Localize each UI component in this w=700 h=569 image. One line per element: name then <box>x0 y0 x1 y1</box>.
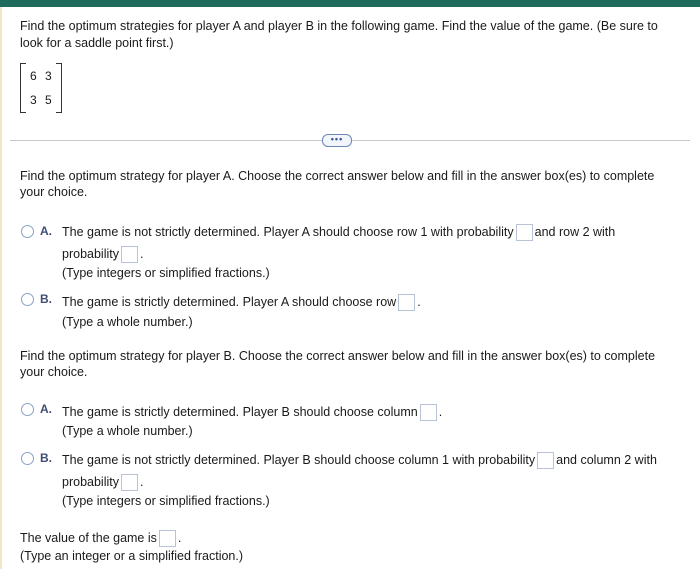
matrix-cell-r1c2: 3 <box>45 69 52 83</box>
partB-option-b-text2: and column 2 with <box>556 452 657 467</box>
partA-prompt-line1: Find the optimum strategy for player A. Choose the correct answer below and fill in the answer box(es) to complete <box>20 169 655 183</box>
partA-option-a-letter: A. <box>40 224 52 238</box>
value-text: The value of the game is <box>20 530 157 545</box>
partB-option-b-line1 <box>62 452 657 469</box>
value-line <box>20 530 181 547</box>
question-text-line1: Find the optimum strategies for player A and player B in the following game. Find the value of the game. (Be sure to <box>20 19 658 33</box>
expand-more-button[interactable]: ••• <box>322 134 352 147</box>
partA-option-b-letter: B. <box>40 292 52 306</box>
matrix-cell-r2c1: 3 <box>30 93 37 107</box>
payoff-matrix <box>20 63 62 113</box>
top-bar <box>0 0 700 7</box>
game-value-input[interactable] <box>159 530 176 547</box>
matrix-left-bracket <box>20 63 26 113</box>
period: . <box>177 530 182 545</box>
partB-option-b-hint: (Type integers or simplified fractions.) <box>62 494 270 508</box>
partB-option-a-radio[interactable] <box>21 403 34 416</box>
partB-prompt-line2: your choice. <box>20 365 88 379</box>
partB-prompt-line1: Find the optimum strategy for player B. Choose the correct answer below and fill in the answer box(es) to complete <box>20 349 656 363</box>
partB-option-b-line2 <box>62 474 143 491</box>
matrix-cell-r2c2: 5 <box>45 93 52 107</box>
partB-column-input[interactable] <box>420 404 437 421</box>
partB-option-a-text1: The game is strictly determined. Player B should choose column <box>62 404 418 419</box>
question-text-line2: look for a saddle point first.) <box>20 36 174 50</box>
period: . <box>139 246 144 261</box>
partA-option-b-radio[interactable] <box>21 293 34 306</box>
partB-option-a-hint: (Type a whole number.) <box>62 424 193 438</box>
partA-row2-probability-input[interactable] <box>121 246 138 263</box>
partA-option-a-line2 <box>62 246 143 263</box>
matrix-cell-r1c1: 6 <box>30 69 37 83</box>
partA-option-a-text2: and row 2 with <box>534 224 616 239</box>
period: . <box>139 474 144 489</box>
partA-option-a-text3: probability <box>62 246 119 261</box>
partB-option-a-letter: A. <box>40 402 52 416</box>
partA-option-a-radio[interactable] <box>21 225 34 238</box>
partA-option-a-text1: The game is not strictly determined. Player A should choose row 1 with probability <box>62 224 514 239</box>
partB-option-b-text1: The game is not strictly determined. Player B should choose column 1 with probability <box>62 452 536 467</box>
partA-prompt-line2: your choice. <box>20 185 88 199</box>
matrix-right-bracket <box>56 63 62 113</box>
partB-option-b-letter: B. <box>40 451 52 465</box>
partB-option-a-line1 <box>62 404 442 421</box>
partB-option-b-text3: probability <box>62 474 119 489</box>
partA-option-b-text1: The game is strictly determined. Player A should choose row <box>62 294 397 309</box>
period: . <box>417 294 421 309</box>
partB-option-b-radio[interactable] <box>21 452 34 465</box>
partA-option-b-hint: (Type a whole number.) <box>62 315 193 329</box>
value-hint: (Type an integer or a simplified fraction.) <box>20 549 244 563</box>
partA-option-b-line1 <box>62 294 421 311</box>
partA-row1-probability-input[interactable] <box>516 224 533 241</box>
period: . <box>438 404 443 419</box>
partB-column2-probability-input[interactable] <box>121 474 138 491</box>
partB-column1-probability-input[interactable] <box>537 452 554 469</box>
partA-row-input[interactable] <box>398 294 415 311</box>
partA-option-a-hint: (Type integers or simplified fractions.) <box>62 266 270 280</box>
partA-option-a-line1 <box>62 224 615 241</box>
left-edge-strip <box>0 7 2 569</box>
